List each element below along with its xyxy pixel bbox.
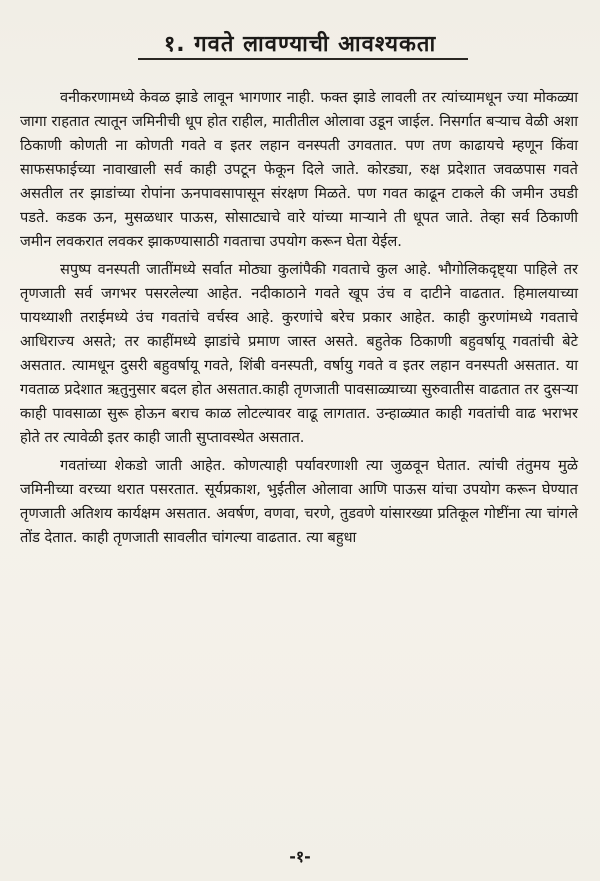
title-underline [138, 58, 468, 60]
body-text [20, 86, 578, 550]
page-title: १. गवते लावण्याची आवश्यकता [163, 32, 437, 57]
paragraph-2: सपुष्प वनस्पती जातींमध्ये सर्वात मोठ्या कुलांपैकी गवताचे कुल आहे. भौगोलिकदृष्ट्या पाहिले तर तृणजाती सर्व जगभर पसरलेल्या आहेत. नदीकाठाने गवते खूप उंच व दाटीने वाढतात. हिमालयाच्या पायथ्याशी तराईमध्ये उंच गवतांचे वर्चस्व आहे. कुरणांचे बरेच प्रकार आहेत. काही कुरणांमध्ये गवताचे आधिराज्य असते; तर काहींमध्ये झाडांचे प्रमाण जास्त असते. बहुतेक ठिकाणी बहुवर्षायू गवतांची बेटे असतात. त्यामधून दुसरी बहुवर्षायू गवते, शिंबी वनस्पती, वर्षायु गवते व इतर लहान वनस्पती असतात. या गवताळ प्रदेशात ऋतुनुसार बदल होत असतात.काही तृणजाती पावसाळ्याच्या सुरुवातीस वाढतात तर दुसऱ्या काही पावसाळा सुरू होऊन बराच काळ लोटल्यावर वाढू लागतात. उन्हाळ्यात काही गवतांची वाढ भराभर होते तर त्यावेळी इतर काही जाती सुप्तावस्थेत असतात. [20, 261, 578, 446]
paragraph-3: गवतांच्या शेकडो जाती आहेत. कोणत्याही पर्यावरणाशी त्या जुळवून घेतात. त्यांची तंतुमय मुळे जमिनीच्या वरच्या थरात पसरतात. सूर्यप्रकाश, भुईतील ओलावा आणि पाऊस यांचा उपयोग करून घेण्यात तृणजाती अतिशय कार्यक्षम असतात. अवर्षण, वणवा, चरणे, तुडवणे यांसारख्या प्रतिकूल गोष्टींना त्या चांगले तोंड देतात. काही तृणजाती सावलीत चांगल्या वाढतात. त्या बहुधा [20, 457, 578, 546]
page-number: -१- [289, 847, 311, 866]
paragraph-1: वनीकरणामध्ये केवळ झाडे लावून भागणार नाही. फक्त झाडे लावली तर त्यांच्यामधून ज्या मोकळ्या जागा राहतात त्यातून जमिनीची धूप होत राहील, मातीतील ओलावा उडून जाईल. निसर्गात बऱ्याच वेळी अशा ठिकाणी कोणती ना कोणती गवते व इतर लहान वनस्पती उगवतात. पण तण काढायचे म्हणून किंवा साफसफाईच्या नावाखाली सर्व काही उपटून फेकून दिले जाते. कोरड्या, रुक्ष प्रदेशात जवळपास गवते असतील तर झाडांच्या रोपांना ऊनपावसापासून संरक्षण मिळते. पण गवत काढून टाकले की जमीन उघडी पडते. कडक ऊन, मुसळधार पाऊस, सोसाट्याचे वारे यांच्या माऱ्याने ती धूपत जाते. तेव्हा सर्व ठिकाणी जमीन लवकरात लवकर झाकण्यासाठी गवताचा उपयोग करून घेता येईल. [20, 89, 578, 250]
